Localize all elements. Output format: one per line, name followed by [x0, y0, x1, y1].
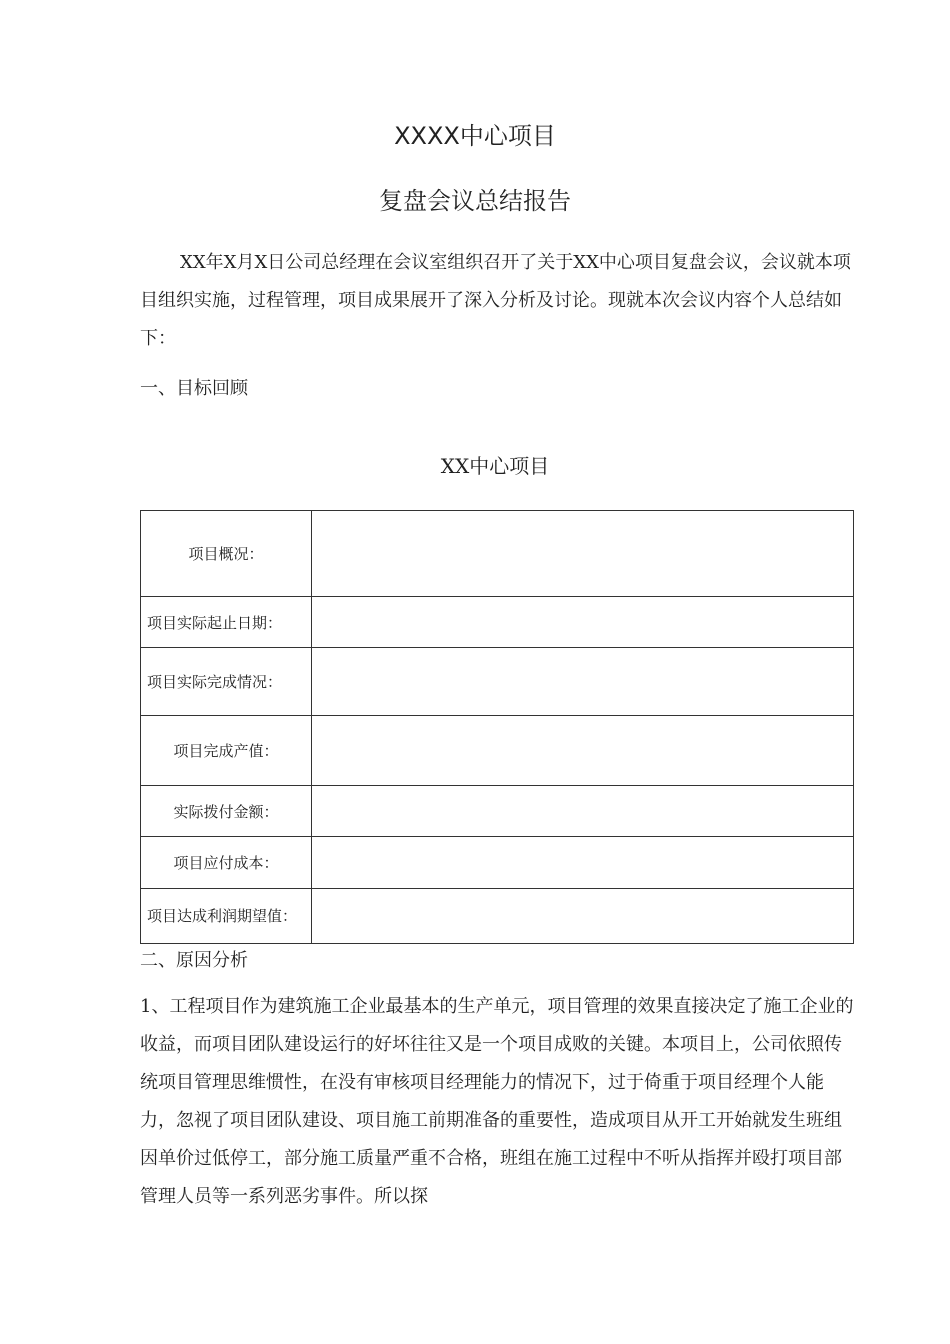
- row-label: 项目实际起止日期：: [141, 597, 312, 648]
- table-row: [141, 837, 854, 889]
- table-row: [141, 648, 854, 716]
- row-label: 项目完成产值：: [141, 716, 312, 786]
- row-label: 项目应付成本：: [141, 837, 312, 889]
- section-heading-goal-review: 一、目标回顾: [140, 378, 248, 399]
- row-value: [312, 716, 854, 786]
- row-value: [312, 511, 854, 597]
- intro-paragraph: XX年X月X日公司总经理在会议室组织召开了关于XX中心项目复盘会议，会议就本项目组织实施，过程管理，项目成果展开了深入分析及讨论。现就本次会议内容个人总结如下：: [140, 252, 851, 349]
- table-row: [141, 889, 854, 944]
- row-label: 实际拨付金额：: [141, 786, 312, 837]
- row-label: 项目实际完成情况：: [141, 648, 312, 716]
- table-row: [141, 597, 854, 648]
- document-title: XXXX中心项目: [394, 122, 556, 150]
- cause-analysis-paragraph: 1、工程项目作为建筑施工企业最基本的生产单元，项目管理的效果直接决定了施工企业的收益，而项目团队建设运行的好坏往往又是一个项目成败的关键。本项目上，公司依照传统项目管理思维惯性，在没有审核项目经理能力的情况下，过于倚重于项目经理个人能力，忽视了项目团队建设、项目施工前期准备的重要性，造成项目从开工开始就发生班组因单价过低停工，部分施工质量严重不合格，班组在施工过程中不听从指挥并殴打项目部管理人员等一系列恶劣事件。所以探: [140, 996, 854, 1207]
- section-heading-cause-analysis: 二、原因分析: [140, 950, 248, 971]
- row-value: [312, 597, 854, 648]
- row-value: [312, 786, 854, 837]
- row-label: 项目概况：: [141, 511, 312, 597]
- project-info-table: [140, 510, 854, 944]
- row-label: 项目达成利润期望值：: [141, 889, 312, 944]
- row-value: [312, 837, 854, 889]
- table-title: XX中心项目: [440, 454, 550, 478]
- table-row: [141, 716, 854, 786]
- table-row: [141, 786, 854, 837]
- table-row: [141, 511, 854, 597]
- document-subtitle: 复盘会议总结报告: [379, 187, 571, 215]
- row-value: [312, 648, 854, 716]
- row-value: [312, 889, 854, 944]
